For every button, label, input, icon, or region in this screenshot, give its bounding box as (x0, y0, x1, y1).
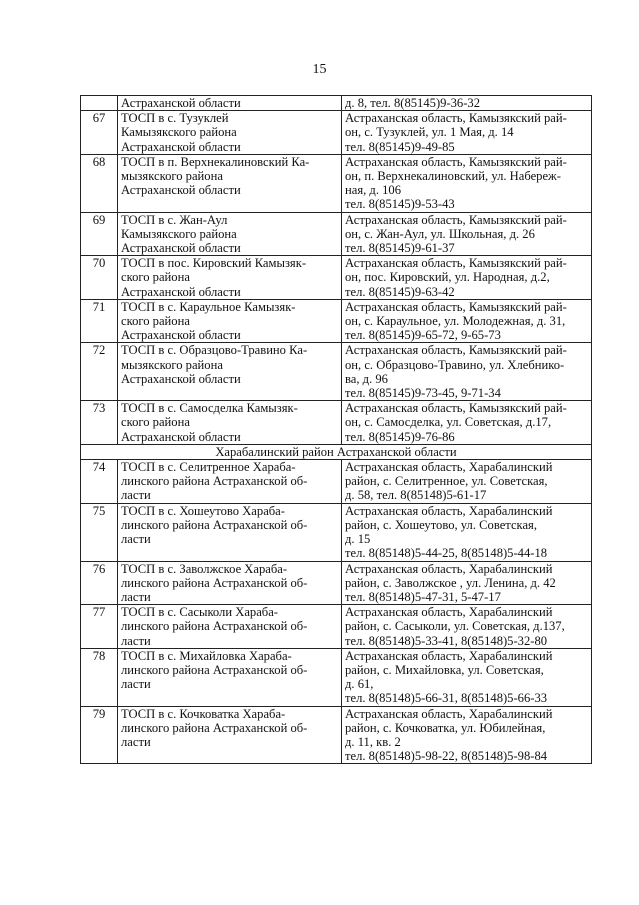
table-row (81, 256, 592, 300)
organization-address-line: тел. 8(85145)9-61-37 (345, 241, 455, 256)
organization-name-line: Камызякского района (121, 226, 237, 241)
table-row (81, 605, 592, 649)
organization-address-line: Астраханская область, Харабалинский (345, 503, 553, 518)
organization-name-line: Астраханской области (121, 429, 241, 444)
registry-rows (81, 96, 592, 764)
organization-name-cell (118, 343, 342, 401)
organization-address-line: Астраханская область, Харабалинский (345, 605, 553, 620)
organization-address-cell (342, 154, 592, 212)
organization-address-line: он, с. Самосделка, ул. Советская, д.17, (345, 415, 552, 430)
organization-address-line: он, с. Жан-Аул, ул. Школьная, д. 26 (345, 226, 535, 241)
organization-address-line: Астраханская область, Харабалинский (345, 460, 553, 475)
organization-name-line: ласти (121, 734, 151, 749)
organization-address-line: д. 15 (345, 532, 371, 547)
organization-name-line: ласти (121, 532, 151, 547)
organization-name-line: ласти (121, 633, 151, 648)
row-number: 72 (81, 343, 118, 401)
organization-name-line: ского района (121, 270, 190, 285)
organization-name-line: Астраханской области (121, 96, 241, 110)
organization-name-line: ТОСП в с. Образцово-Травино Ка- (121, 343, 308, 358)
row-number (81, 96, 118, 111)
table-row (81, 561, 592, 605)
organization-address-cell (342, 503, 592, 561)
organization-name-line: ТОСП в с. Заволжское Хараба- (121, 561, 288, 576)
organization-address-line: Астраханская область, Камызякский рай- (345, 401, 567, 416)
organization-address-line: Астраханская область, Камызякский рай- (345, 212, 567, 227)
organization-name-line: ТОСП в с. Кочковатка Хараба- (121, 706, 286, 721)
organization-address-line: он, с. Тузуклей, ул. 1 Мая, д. 14 (345, 125, 514, 140)
organization-name-line: ТОСП в с. Сасыколи Хараба- (121, 605, 278, 620)
page-number: 15 (312, 62, 327, 77)
organization-address-line: тел. 8(85148)5-66-31, 8(85148)5-66-33 (345, 691, 548, 706)
row-number: 79 (81, 706, 118, 764)
organization-name-line: ТОСП в п. Верхнекалиновский Ка- (121, 154, 310, 169)
organization-address-cell (342, 299, 592, 343)
table-row (81, 648, 592, 706)
organization-address-line: тел. 8(85145)9-73-45, 9-71-34 (345, 386, 501, 401)
organization-address-line: д. 58, тел. 8(85148)5-61-17 (345, 488, 487, 503)
organization-address-line: он, с. Караульное, ул. Молодежная, д. 31, (345, 314, 566, 329)
section-title: Харабалинский район Астраханской области (81, 444, 592, 459)
organization-address-line: ва, д. 96 (345, 371, 388, 386)
organization-address-line: район, с. Заволжское , ул. Ленина, д. 42 (345, 575, 556, 590)
organization-name-line: Астраханской области (121, 284, 241, 299)
organization-name-line: ласти (121, 589, 151, 604)
organization-address-line: тел. 8(85145)9-63-42 (345, 284, 455, 299)
organization-name-cell (118, 503, 342, 561)
organization-address-line: тел. 8(85145)9-76-86 (345, 429, 455, 444)
organization-name-cell (118, 111, 342, 155)
organization-name-cell (118, 605, 342, 649)
organization-address-cell (342, 96, 592, 111)
organization-address-line: он, пос. Кировский, ул. Народная, д.2, (345, 270, 550, 285)
organization-address-cell (342, 212, 592, 256)
organization-address-line: он, п. Верхнекалиновский, ул. Набереж- (345, 169, 561, 184)
organization-name-cell (118, 212, 342, 256)
organization-name-line: ТОСП в с. Михайловка Хараба- (121, 648, 292, 663)
organization-address-line: Астраханская область, Камызякский рай- (345, 154, 567, 169)
table-row (81, 401, 592, 445)
table-row (81, 212, 592, 256)
row-number: 69 (81, 212, 118, 256)
organization-name-line: ТОСП в пос. Кировский Камызяк- (121, 256, 307, 271)
organization-address-line: ная, д. 106 (345, 183, 402, 198)
organization-name-line: ТОСП в с. Жан-Аул (121, 212, 228, 227)
organization-name-cell (118, 154, 342, 212)
organization-name-line: линского района Астраханской об- (121, 575, 308, 590)
organization-address-line: район, с. Хошеутово, ул. Советская, (345, 517, 537, 532)
organization-name-line: Астраханской области (121, 241, 241, 256)
section-header-row (81, 444, 592, 459)
organization-address-cell (342, 343, 592, 401)
organization-address-cell (342, 256, 592, 300)
organization-name-cell (118, 96, 342, 111)
row-number: 73 (81, 401, 118, 445)
organization-address-cell (342, 111, 592, 155)
organization-address-line: Астраханская область, Камызякский рай- (345, 256, 567, 271)
organization-address-line: Астраханская область, Харабалинский (345, 706, 553, 721)
row-number: 74 (81, 460, 118, 504)
organization-name-line: ТОСП в с. Хошеутово Хараба- (121, 503, 285, 518)
organization-address-line: тел. 8(85145)9-65-72, 9-65-73 (345, 328, 501, 343)
organization-name-cell (118, 648, 342, 706)
organization-address-line: район, с. Михайловка, ул. Советская, (345, 662, 544, 677)
organization-name-line: линского района Астраханской об- (121, 619, 308, 634)
table-row (81, 96, 592, 111)
table-row (81, 460, 592, 504)
table-row (81, 503, 592, 561)
organization-address-line: район, с. Кочковатка, ул. Юбилейная, (345, 720, 546, 735)
organization-address-line: д. 61, (345, 677, 374, 692)
row-number: 70 (81, 256, 118, 300)
organization-name-cell (118, 256, 342, 300)
organization-address-line: д. 8, тел. 8(85145)9-36-32 (345, 96, 481, 110)
organization-address-cell (342, 648, 592, 706)
organization-name-cell (118, 299, 342, 343)
row-number: 78 (81, 648, 118, 706)
organization-name-line: ласти (121, 488, 151, 503)
row-number: 77 (81, 605, 118, 649)
organization-name-line: ского района (121, 314, 190, 329)
organization-name-line: ласти (121, 677, 151, 692)
row-number: 75 (81, 503, 118, 561)
organization-address-line: тел. 8(85148)5-33-41, 8(85148)5-32-80 (345, 633, 548, 648)
organization-address-line: тел. 8(85145)9-53-43 (345, 197, 455, 212)
organization-name-line: линского района Астраханской об- (121, 720, 308, 735)
organization-name-line: линского района Астраханской об- (121, 517, 308, 532)
row-number: 68 (81, 154, 118, 212)
organization-address-cell (342, 561, 592, 605)
table-row (81, 111, 592, 155)
organization-name-line: линского района Астраханской об- (121, 662, 308, 677)
organization-address-line: Астраханская область, Камызякский рай- (345, 343, 567, 358)
organization-name-line: ТОСП в с. Тузуклей (121, 111, 229, 126)
table-row (81, 154, 592, 212)
organization-address-line: тел. 8(85148)5-44-25, 8(85148)5-44-18 (345, 546, 548, 561)
organization-address-line: тел. 8(85148)5-47-31, 5-47-17 (345, 589, 501, 604)
organization-address-cell (342, 460, 592, 504)
organization-name-line: Астраханской области (121, 371, 241, 386)
table-row (81, 299, 592, 343)
organization-address-line: тел. 8(85145)9-49-85 (345, 139, 455, 154)
organization-address-cell (342, 706, 592, 764)
organization-address-line: район, с. Селитренное, ул. Советская, (345, 474, 548, 489)
organization-name-line: Астраханской области (121, 183, 241, 198)
organization-name-line: мызякского района (121, 357, 223, 372)
organization-address-line: район, с. Сасыколи, ул. Советская, д.137, (345, 619, 565, 634)
organization-address-line: Астраханская область, Камызякский рай- (345, 299, 567, 314)
registry-table (80, 95, 592, 764)
row-number: 71 (81, 299, 118, 343)
organization-name-line: ТОСП в с. Самосделка Камызяк- (121, 401, 298, 416)
organization-name-cell (118, 401, 342, 445)
organization-name-line: ТОСП в с. Караульное Камызяк- (121, 299, 296, 314)
organization-address-line: д. 11, кв. 2 (345, 734, 401, 749)
organization-address-line: Астраханская область, Камызякский рай- (345, 111, 567, 126)
table-row (81, 706, 592, 764)
organization-name-cell (118, 460, 342, 504)
organization-name-line: ского района (121, 415, 190, 430)
organization-name-line: ТОСП в с. Селитренное Хараба- (121, 460, 296, 475)
table-row (81, 343, 592, 401)
organization-name-cell (118, 561, 342, 605)
row-number: 76 (81, 561, 118, 605)
organization-name-line: Камызякского района (121, 125, 237, 140)
organization-name-line: мызякского района (121, 169, 223, 184)
organization-address-line: Астраханская область, Харабалинский (345, 648, 553, 663)
organization-name-line: Астраханской области (121, 328, 241, 343)
organization-name-line: Астраханской области (121, 139, 241, 154)
organization-address-cell (342, 605, 592, 649)
organization-address-line: Астраханская область, Харабалинский (345, 561, 553, 576)
organization-address-cell (342, 401, 592, 445)
organization-name-line: линского района Астраханской об- (121, 474, 308, 489)
organization-name-cell (118, 706, 342, 764)
organization-address-line: тел. 8(85148)5-98-22, 8(85148)5-98-84 (345, 749, 548, 764)
organization-address-line: он, с. Образцово-Травино, ул. Хлебнико- (345, 357, 565, 372)
row-number: 67 (81, 111, 118, 155)
